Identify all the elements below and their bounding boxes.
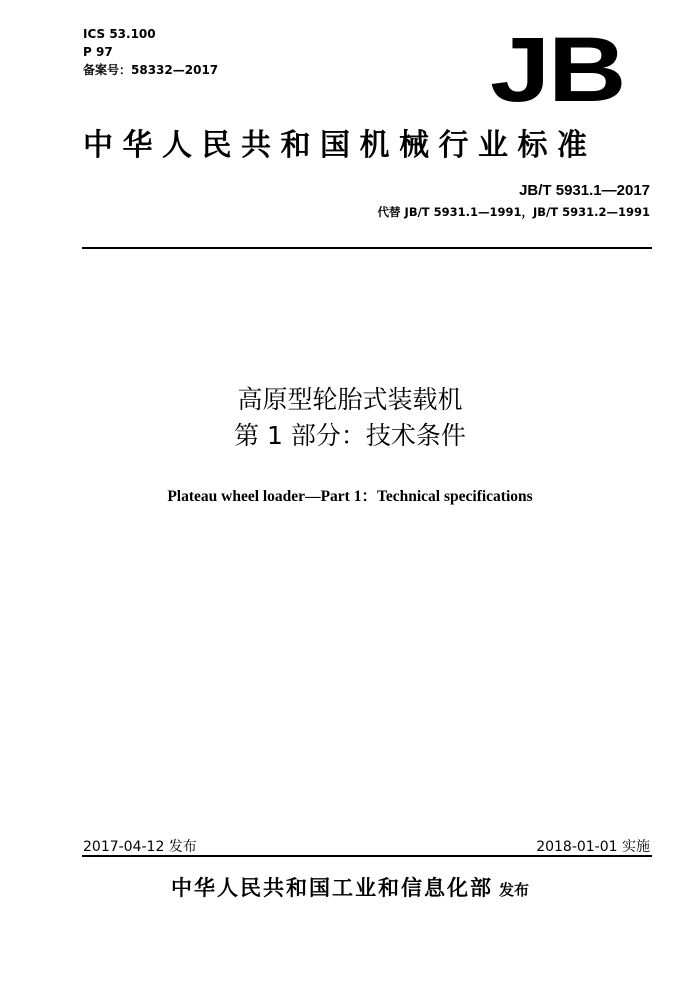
english-title: Plateau wheel loader—Part 1：Technical specifications bbox=[167, 488, 533, 505]
bottom-divider bbox=[82, 855, 652, 857]
ics-code: ICS 53.100 bbox=[83, 27, 156, 41]
top-divider bbox=[82, 247, 652, 249]
standard-number: JB/T 5931.1—2017 bbox=[519, 182, 650, 199]
issuer-name: 中华人民共和国工业和信息化部 bbox=[170, 876, 493, 900]
category-code: P 97 bbox=[83, 45, 113, 59]
issue-date: 2017-04-12 发布 bbox=[83, 839, 197, 855]
record-number: 备案号：58332—2017 bbox=[83, 63, 219, 77]
issuer-suffix: 发布 bbox=[498, 881, 529, 899]
document-title-line-1: 高原型轮胎式装载机 bbox=[237, 385, 463, 414]
replaces-note: 代替 JB/T 5931.1—1991，JB/T 5931.2—1991 bbox=[377, 205, 650, 219]
document-title-line-2: 第 1 部分：技术条件 bbox=[234, 421, 466, 450]
implementation-date: 2018-01-01 实施 bbox=[536, 839, 650, 855]
organization-title: 中华人民共和国机械行业标准 bbox=[83, 128, 597, 163]
issuer bbox=[0, 872, 700, 902]
jb-logo: JB bbox=[490, 19, 625, 121]
